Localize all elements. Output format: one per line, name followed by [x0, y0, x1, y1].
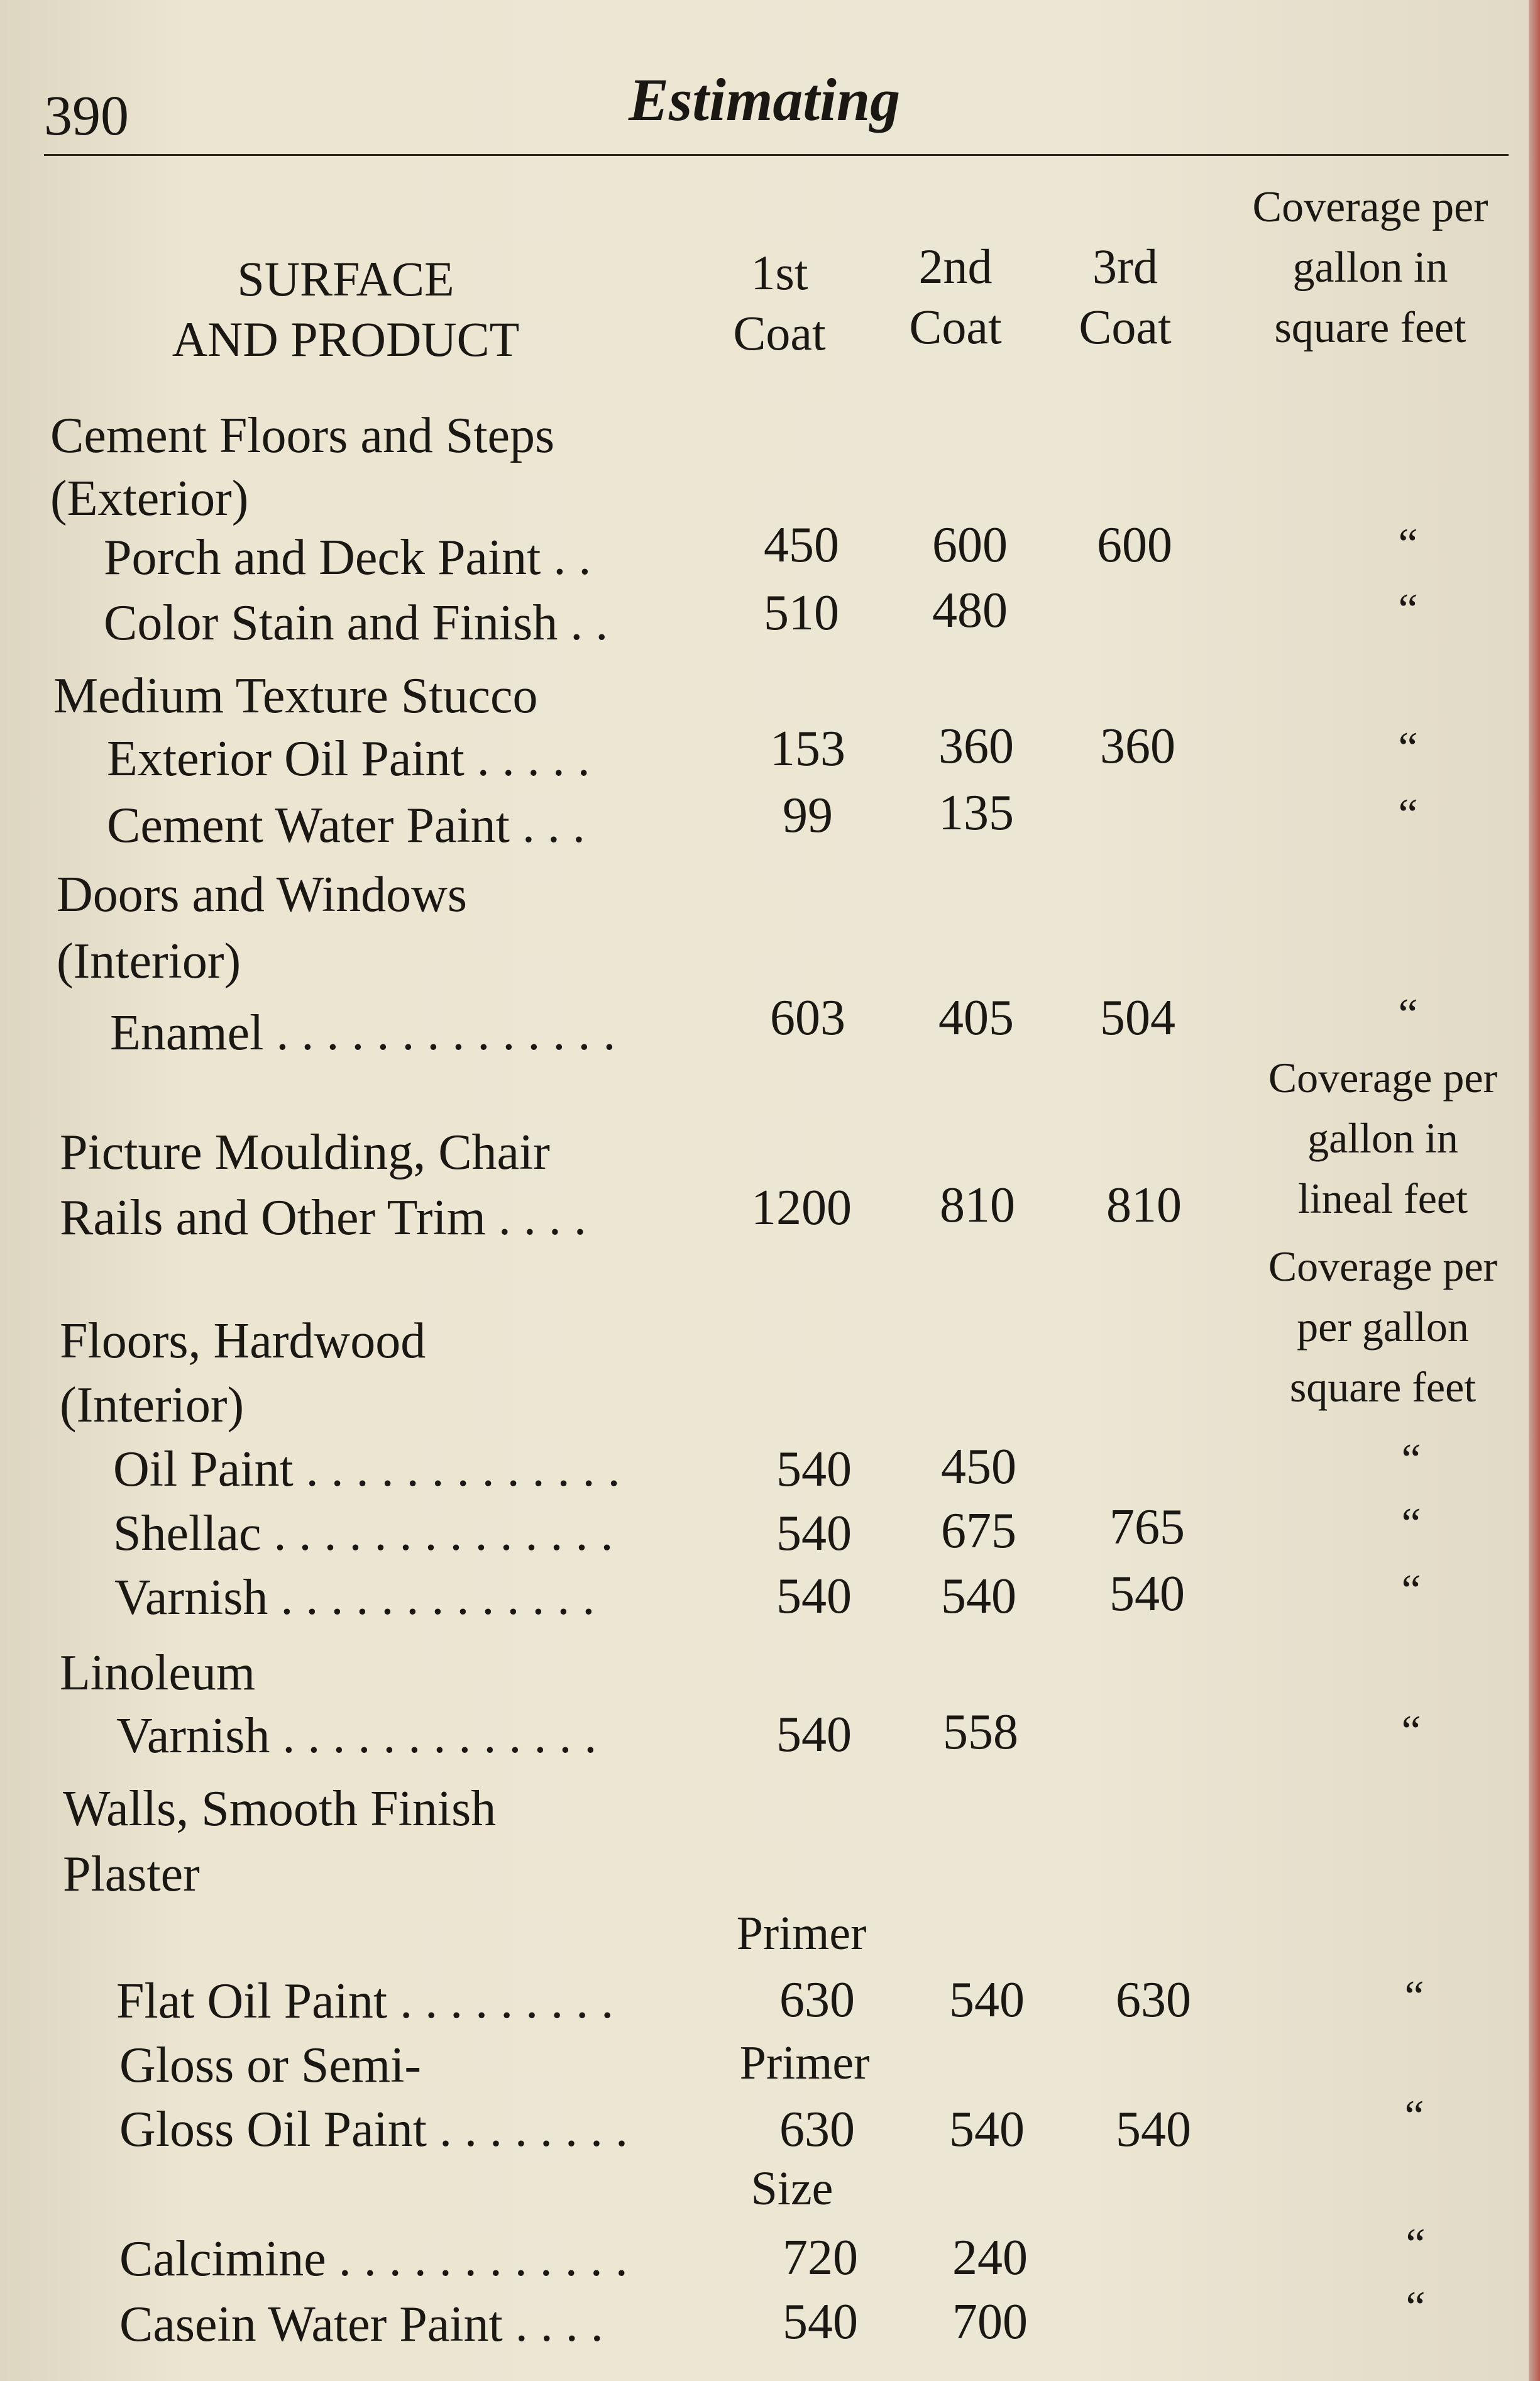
row-coat1: 630 — [779, 1972, 855, 2028]
row-coat2: 540 — [941, 1569, 1016, 1624]
row-coat3: 810 — [1106, 1178, 1182, 1233]
row-coverage-ditto: “ — [1398, 990, 1418, 1039]
row-coat2: 135 — [938, 785, 1014, 841]
row-coverage-ditto: “ — [1405, 2220, 1426, 2268]
row-coat2: 600 — [932, 517, 1008, 573]
coverage-note-line: square feet — [1289, 1363, 1477, 1411]
prelabel-primer: Primer — [736, 1907, 867, 1960]
coverage-note-line: lineal feet — [1298, 1174, 1468, 1222]
row-label: Porch and Deck Paint . . — [104, 530, 591, 585]
section-floors-hardwood-sub: (Interior) — [60, 1378, 245, 1433]
row-label: Oil Paint . . . . . . . . . . . . . — [113, 1442, 620, 1497]
section-picture-moulding: Picture Moulding, Chair — [60, 1125, 550, 1180]
row-coat2: 360 — [938, 719, 1014, 774]
coat2-header-line2: Coat — [909, 299, 1002, 354]
row-coverage-ditto: “ — [1401, 1500, 1421, 1548]
row-coat2: 405 — [938, 990, 1014, 1046]
row-coverage-ditto: “ — [1401, 1566, 1421, 1615]
surface-header-line1: SURFACE — [237, 251, 454, 306]
row-label: Rails and Other Trim . . . . — [60, 1190, 586, 1246]
coverage-note-line: gallon in — [1307, 1114, 1458, 1162]
row-coat3: 765 — [1109, 1500, 1185, 1555]
row-coat2: 540 — [949, 1972, 1025, 2028]
row-coat1: 153 — [770, 721, 845, 776]
row-label: Varnish . . . . . . . . . . . . . — [114, 1570, 595, 1625]
row-coverage-ditto: “ — [1398, 585, 1418, 634]
row-label: Gloss Oil Paint . . . . . . . . — [119, 2102, 628, 2157]
row-coverage-ditto: “ — [1404, 1972, 1424, 2021]
coverage-header-line1: Coverage per — [1252, 183, 1488, 231]
section-doors-windows: Doors and Windows — [57, 867, 468, 922]
row-coat1: 1200 — [751, 1180, 852, 1235]
row-label: Exterior Oil Paint . . . . . — [107, 731, 590, 787]
row-coverage-ditto: “ — [1404, 2092, 1424, 2140]
running-title: Estimating — [629, 66, 901, 133]
coat1-header-line2: Coat — [733, 306, 826, 360]
row-coat3: 540 — [1116, 2102, 1191, 2157]
prelabel-size: Size — [751, 2162, 833, 2215]
row-coat3: 540 — [1109, 1566, 1185, 1621]
row-coat2: 480 — [932, 583, 1008, 638]
row-coverage-ditto: “ — [1398, 790, 1418, 839]
section-floors-hardwood: Floors, Hardwood — [60, 1313, 426, 1369]
row-coat1: 540 — [783, 2294, 858, 2350]
row-coat1: 603 — [770, 990, 845, 1046]
row-coat2: 240 — [952, 2230, 1028, 2285]
section-walls-smooth: Walls, Smooth Finish — [63, 1781, 497, 1837]
row-coverage-ditto: “ — [1405, 2283, 1426, 2331]
page-number: 390 — [44, 85, 129, 147]
surface-header-line2: AND PRODUCT — [172, 312, 520, 367]
coverage-note-square — [1245, 1236, 1521, 1417]
row-coat1: 540 — [776, 1506, 852, 1561]
section-linoleum: Linoleum — [60, 1645, 256, 1701]
row-label: Cement Water Paint . . . — [107, 798, 585, 853]
coverage-note-line: Coverage per — [1268, 1242, 1498, 1290]
prelabel-primer: Primer — [739, 2036, 870, 2089]
row-coat1: 630 — [779, 2102, 855, 2157]
row-coat3: 630 — [1116, 1972, 1191, 2028]
row-coat1: 540 — [776, 1569, 852, 1624]
row-coat2: 450 — [941, 1439, 1016, 1494]
row-label: Enamel . . . . . . . . . . . . . . — [110, 1005, 616, 1061]
coat3-header-line2: Coat — [1079, 299, 1172, 354]
coverage-header-line3: square feet — [1274, 304, 1466, 352]
row-coat2: 540 — [949, 2102, 1025, 2157]
section-cement-floors: Cement Floors and Steps — [50, 408, 555, 463]
row-coat1: 540 — [776, 1442, 852, 1497]
coverage-header-line2: gallon in — [1292, 243, 1448, 292]
row-coverage-ditto: “ — [1398, 724, 1418, 772]
coat2-column-header — [880, 236, 1031, 357]
row-coat2: 700 — [952, 2294, 1028, 2350]
row-coat2: 810 — [940, 1178, 1015, 1233]
coverage-note-lineal — [1245, 1047, 1521, 1229]
row-coat3: 360 — [1100, 719, 1175, 774]
row-coat1: 540 — [776, 1707, 852, 1762]
row-coat1: 510 — [764, 585, 839, 641]
row-coverage-ditto: “ — [1401, 1707, 1421, 1755]
row-label: Calcimine . . . . . . . . . . . . — [119, 2231, 628, 2287]
row-coverage-ditto: “ — [1398, 520, 1418, 568]
section-cement-floors-sub: (Exterior) — [50, 471, 249, 526]
page-header — [44, 60, 1509, 156]
surface-column-header — [157, 249, 534, 370]
row-coat2: 675 — [941, 1503, 1016, 1559]
row-label: Varnish . . . . . . . . . . . . . — [116, 1708, 597, 1764]
row-coverage-ditto: “ — [1401, 1435, 1421, 1484]
page-edge — [1529, 0, 1540, 2381]
coat1-column-header — [710, 243, 849, 363]
section-doors-windows-sub: (Interior) — [57, 934, 241, 989]
row-coat1: 99 — [783, 788, 833, 843]
coverage-note-line: per gallon — [1297, 1303, 1469, 1351]
row-label: Shellac . . . . . . . . . . . . . . — [113, 1506, 613, 1561]
coat3-column-header — [1050, 236, 1201, 357]
row-coat2: 558 — [943, 1704, 1018, 1760]
coverage-column-header — [1219, 177, 1521, 358]
section-walls-smooth-sub: Plaster — [63, 1847, 200, 1902]
coat1-header-line1: 1st — [751, 245, 808, 300]
row-label: Casein Water Paint . . . . — [119, 2297, 603, 2352]
row-coat3: 600 — [1097, 517, 1172, 573]
row-label: Color Stain and Finish . . — [104, 595, 608, 651]
coat2-header-line1: 2nd — [918, 239, 993, 294]
coverage-note-line: Coverage per — [1268, 1054, 1498, 1102]
row-coat3: 504 — [1100, 990, 1175, 1046]
coat3-header-line1: 3rd — [1092, 239, 1158, 294]
row-coat1: 450 — [764, 517, 839, 573]
row-label: Gloss or Semi- — [119, 2038, 421, 2093]
section-stucco: Medium Texture Stucco — [53, 668, 538, 724]
row-coat1: 720 — [783, 2230, 858, 2285]
row-label: Flat Oil Paint . . . . . . . . . — [116, 1974, 614, 2029]
